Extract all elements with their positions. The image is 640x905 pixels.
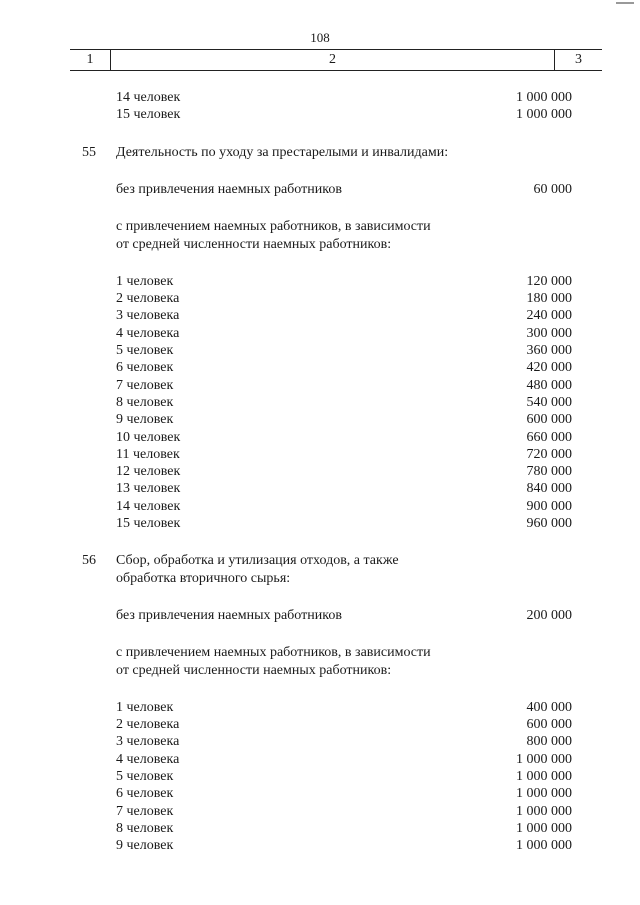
header-col-1: 1 [70,50,111,70]
row-value: 840 000 [526,481,572,497]
row-label: без привлечения наемных работников [116,607,342,623]
row-value: 1 000 000 [516,769,572,784]
row-label: 11 человек [116,446,180,462]
row-label: без привлечения наемных работников [116,181,342,197]
page-number: 108 [310,30,330,45]
row-label: 10 человек [116,429,181,445]
row-label: 4 человека [116,325,180,341]
row-value: 1 000 000 [516,90,572,105]
row-label: 2 человека [116,717,180,733]
paragraph-text: от средней численности наемных работников: [116,236,392,252]
row-label: 7 человек [116,377,174,393]
row-label: 15 человек [116,107,181,123]
scan-mark [616,2,634,4]
row-value: 360 000 [526,343,572,358]
paragraph-text: обработка вторичного сырья: [116,570,291,586]
row-value: 800 000 [526,734,572,750]
paragraph-text: с привлечением наемных работников, в зависимости [116,645,431,661]
paragraph-text: Сбор, обработка и утилизация отходов, а также [116,553,399,569]
paragraph-text: с привлечением наемных работников, в зависимости [116,219,431,235]
row-value: 200 000 [526,607,572,623]
row-value: 780 000 [526,464,572,480]
row-value: 660 000 [526,429,572,445]
row-value: 1 000 000 [516,107,572,123]
row-label: 2 человека [116,291,180,307]
row-label: 3 человека [116,308,180,324]
row-label: 1 человек [116,699,174,715]
row-label: 8 человек [116,394,174,410]
row-value: 540 000 [526,394,572,410]
row-label: 6 человек [116,786,174,802]
header-col-2: 2 [111,50,555,70]
row-value: 420 000 [526,360,572,376]
row-label: 14 человек [116,90,181,105]
row-label: 5 человек [116,343,174,358]
row-value: 1 000 000 [516,803,572,819]
row-value: 960 000 [526,516,572,531]
row-value: 1 000 000 [516,786,572,802]
row-label: 13 человек [116,481,181,497]
row-label: 6 человек [116,360,174,376]
row-label: 5 человек [116,769,174,784]
row-value: 900 000 [526,498,572,514]
paragraph-text: Деятельность по уходу за престарелыми и инвалидами: [116,144,449,160]
row-value: 180 000 [526,291,572,307]
section-number: 55 [82,144,96,160]
row-label: 4 человека [116,751,180,767]
row-value: 600 000 [526,412,572,428]
row-value: 720 000 [526,446,572,462]
row-value: 120 000 [526,273,572,289]
row-label: 7 человек [116,803,174,819]
row-label: 12 человек [116,464,181,480]
row-value: 300 000 [526,325,572,341]
row-value: 1 000 000 [516,820,572,836]
row-value: 240 000 [526,308,572,324]
row-label: 15 человек [116,516,181,531]
row-value: 1 000 000 [516,751,572,767]
section-number: 56 [82,553,96,569]
row-label: 14 человек [116,498,181,514]
row-label: 1 человек [116,273,174,289]
row-label: 3 человека [116,734,180,750]
row-value: 400 000 [526,699,572,715]
row-label: 8 человек [116,820,174,836]
row-value: 600 000 [526,717,572,733]
row-value: 1 000 000 [516,838,572,854]
row-label: 9 человек [116,412,174,428]
row-value: 60 000 [533,181,572,197]
paragraph-text: от средней численности наемных работников: [116,662,392,678]
header-col-3: 3 [575,52,582,67]
table-header [70,49,602,71]
row-label: 9 человек [116,838,174,854]
row-value: 480 000 [526,377,572,393]
